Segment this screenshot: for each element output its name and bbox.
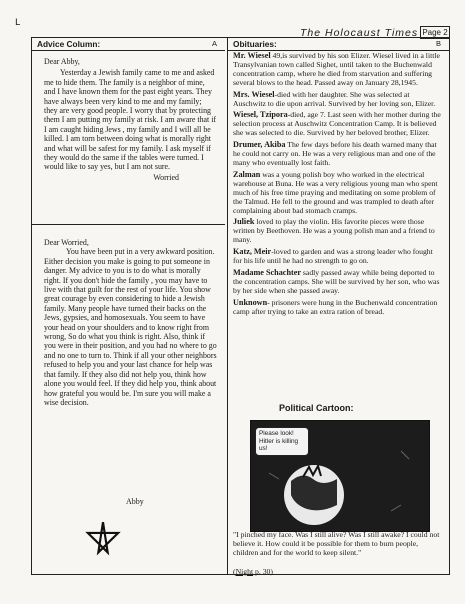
obituary-entry bbox=[233, 141, 443, 168]
corner-mark: L bbox=[15, 18, 21, 28]
reply-greeting: Dear Worried, bbox=[44, 238, 89, 247]
obituary-entry bbox=[233, 91, 443, 109]
quote-text: "I pinched my face. Was I still alive? Was I still awake? I could not believe it. How could it be possible for them to burn people, children and for the world to keep silent." bbox=[233, 530, 440, 558]
obituary-name: Wiesel, Tzipora bbox=[233, 110, 288, 120]
obituary-name: Katz, Meir bbox=[233, 247, 272, 257]
obituary-text: -loved to garden and was a strong leader who fought for his life until he had no strength to go on. bbox=[233, 247, 433, 266]
advice-reply bbox=[44, 238, 217, 407]
cartoon-quote bbox=[233, 530, 443, 558]
obituary-text: 49,is survived by his son Elizer. Wiesel lived in a little Transylvanian town called Sighet, until taken to the Buchenwald concentration camp, where he died from starvation and suffering several blows to the head. Passed away on January 28,1945. bbox=[233, 51, 440, 87]
letter-signoff: Worried bbox=[153, 172, 179, 182]
speech-bubble: Please look! Hitler is killing us! bbox=[255, 427, 309, 456]
obituary-name: Mrs. Wiesel bbox=[233, 89, 275, 99]
advice-heading: Advice Column: bbox=[37, 39, 101, 49]
obituary-text: was a young polish boy who worked in the electrical warehouse at Buna. He was a very religious young man who spent much of his free time praying and meditating on some problem of the Talmud. He fell to the ground and was trampled to death after complaining about bad stomach cramps. bbox=[233, 169, 438, 215]
obituaries-column-header bbox=[228, 38, 449, 51]
obituary-entry bbox=[233, 218, 443, 245]
obituary-entry bbox=[233, 248, 443, 266]
obituary-name: Zalman bbox=[233, 169, 261, 179]
newspaper-masthead: The Holocaust Times bbox=[300, 27, 419, 39]
obituary-text: loved to play the violin. His favorite pieces were those written by Beethoven. He was a young polish man and a friend to many. bbox=[233, 217, 435, 245]
obituary-name: Juliek bbox=[233, 217, 255, 227]
obituary-entry bbox=[233, 111, 443, 138]
obituary-text: - prisoners were hung in the Buchenwald concentration camp after trying to take an extra ration of bread. bbox=[233, 297, 438, 316]
letter-greeting: Dear Abby, bbox=[44, 57, 80, 66]
obituary-name: Madame Schachter bbox=[233, 267, 301, 277]
advice-column-header bbox=[32, 38, 225, 51]
advice-divider bbox=[32, 224, 225, 225]
obituaries-heading: Obituaries: bbox=[233, 39, 277, 49]
obituary-entry bbox=[233, 299, 443, 317]
advice-letter bbox=[32, 57, 225, 182]
citation-page: p. 30) bbox=[253, 567, 273, 576]
pentagram-icon bbox=[85, 520, 121, 556]
reply-body: You have been put in a very awkward position. Either decision you make is going to put someone in danger. My advice to you is to do what is morally right. If you don't hide the family , you may have to live with that guilt for the rest of your life. You show great courage by even considering to hide a Jewish family. Many people have turned their backs on the Jews, gypsies, and homosexuals. You seem to have your head on your shoulders and to know right from wrong, So do what you think is right. Also, think if you were in their position, and you had no where to go and no one to turn to. Think if all your other neighbors refused to help you and your last chance for help was that family. If they also did not help you, think how alone you would feel. If they did help you, think about how grateful you would be. I'm sure you will make a wise decision. bbox=[44, 247, 217, 407]
advice-tag: A bbox=[211, 39, 217, 48]
obituary-text: The few days before his death warned many that he could not carry on. He was a very religious man and one of the many who eventually lost faith. bbox=[233, 140, 437, 167]
obituary-name: Unknown bbox=[233, 297, 268, 307]
obituary-entry bbox=[233, 269, 443, 296]
citation-title: Night bbox=[235, 567, 254, 576]
obituary-name: Drumer, Akiba bbox=[233, 140, 286, 150]
obituary-text: -died with her daughter. She was selected at Auschwitz to die upon arrival. Survived by her loving son, Elizer. bbox=[233, 89, 436, 108]
page-number-box: Page 2 bbox=[420, 26, 450, 39]
obituary-name: Mr. Wiesel bbox=[233, 51, 271, 60]
obituary-entry bbox=[233, 171, 443, 216]
quote-citation: (Night p. 30) bbox=[233, 567, 273, 576]
letter-body: Yesterday a Jewish family came to me and asked me to hide them. The family is a neighbor of mine, and I have known them for the past eight years. They have always been very kind to me and my family; they are very good people. I worry that by protecting them I am putting my family at risk. I am aware that if I am caught hiding Jews , my family and I will all be killed. I am torn between doing what is morally right and what will be safest for my family. I ask myself if they would do the same if the tables were turned. I would like to say yes, but I am not sure. bbox=[44, 68, 217, 172]
obituary-list bbox=[228, 51, 449, 316]
obituary-entry bbox=[233, 52, 443, 88]
reply-signoff: Abby bbox=[126, 497, 144, 506]
cartoon-heading: Political Cartoon: bbox=[279, 403, 354, 413]
obituaries-tag: B bbox=[435, 39, 441, 48]
obituary-text: sadly passed away while being deported to the concentration camps. She will be survived by her son, who was by her side when she passed away. bbox=[233, 267, 440, 295]
obituary-text: -died, age 7. Last seen with her mother during the selection process at Auschwitz Concentration Camp. It is believed she was selected to die. Survived by her beloved brother, Elizer. bbox=[233, 110, 441, 138]
